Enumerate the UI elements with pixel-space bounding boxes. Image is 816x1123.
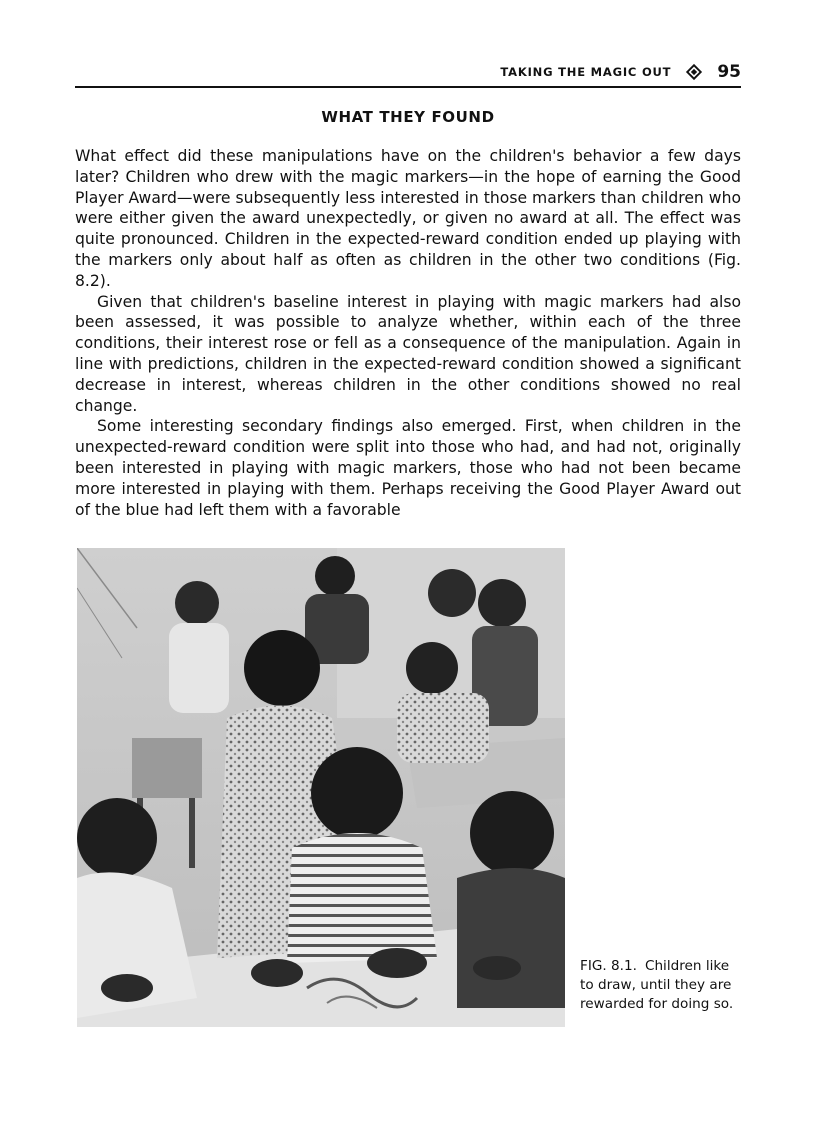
running-head-title: TAKING THE MAGIC OUT xyxy=(500,65,672,79)
paragraph: What effect did these manipulations have on the children's behavior a few days later? Children who drew with the magic markers—in the hope of earning the Good Player Award—were subsequently less interested in those markers than children who were either given the award unexpectedly, or given no award at all. The effect was quite pronounced. Children in the expected-reward condition ended up playing with the markers only about half as often as children in the other two conditions (Fig. 8.2). xyxy=(75,147,741,290)
figure-label: FIG. 8.1. xyxy=(580,958,637,974)
figure-caption-text: Children like to draw, until they are rewarded for doing so. xyxy=(580,958,734,1012)
figure-photo xyxy=(77,548,565,1027)
body-text xyxy=(75,146,741,520)
page-number: 95 xyxy=(717,62,741,82)
children-drawing-photo xyxy=(77,548,565,1027)
paragraph: Given that children's baseline interest in playing with magic markers had also been assessed, it was possible to analyze whether, within each of the three conditions, their interest rose or fell as a consequence of the manipulation. Again in line with predictions, children in the expected-reward condition showed a significant decrease in interest, whereas children in the other conditions showed no real change. xyxy=(75,292,741,415)
diamond-ornament-icon xyxy=(685,63,703,81)
paragraph: Some interesting secondary findings also emerged. First, when children in the unexpected-reward condition were split into those who had, and had not, originally been interested in playing with magic markers, those who had not been became more interested in playing with them. Perhaps receiving the Good Player Award out of the blue had left them with a favorable xyxy=(75,417,741,519)
running-head xyxy=(75,58,741,88)
figure-caption xyxy=(580,957,745,1013)
section-heading: WHAT THEY FOUND xyxy=(321,108,495,126)
